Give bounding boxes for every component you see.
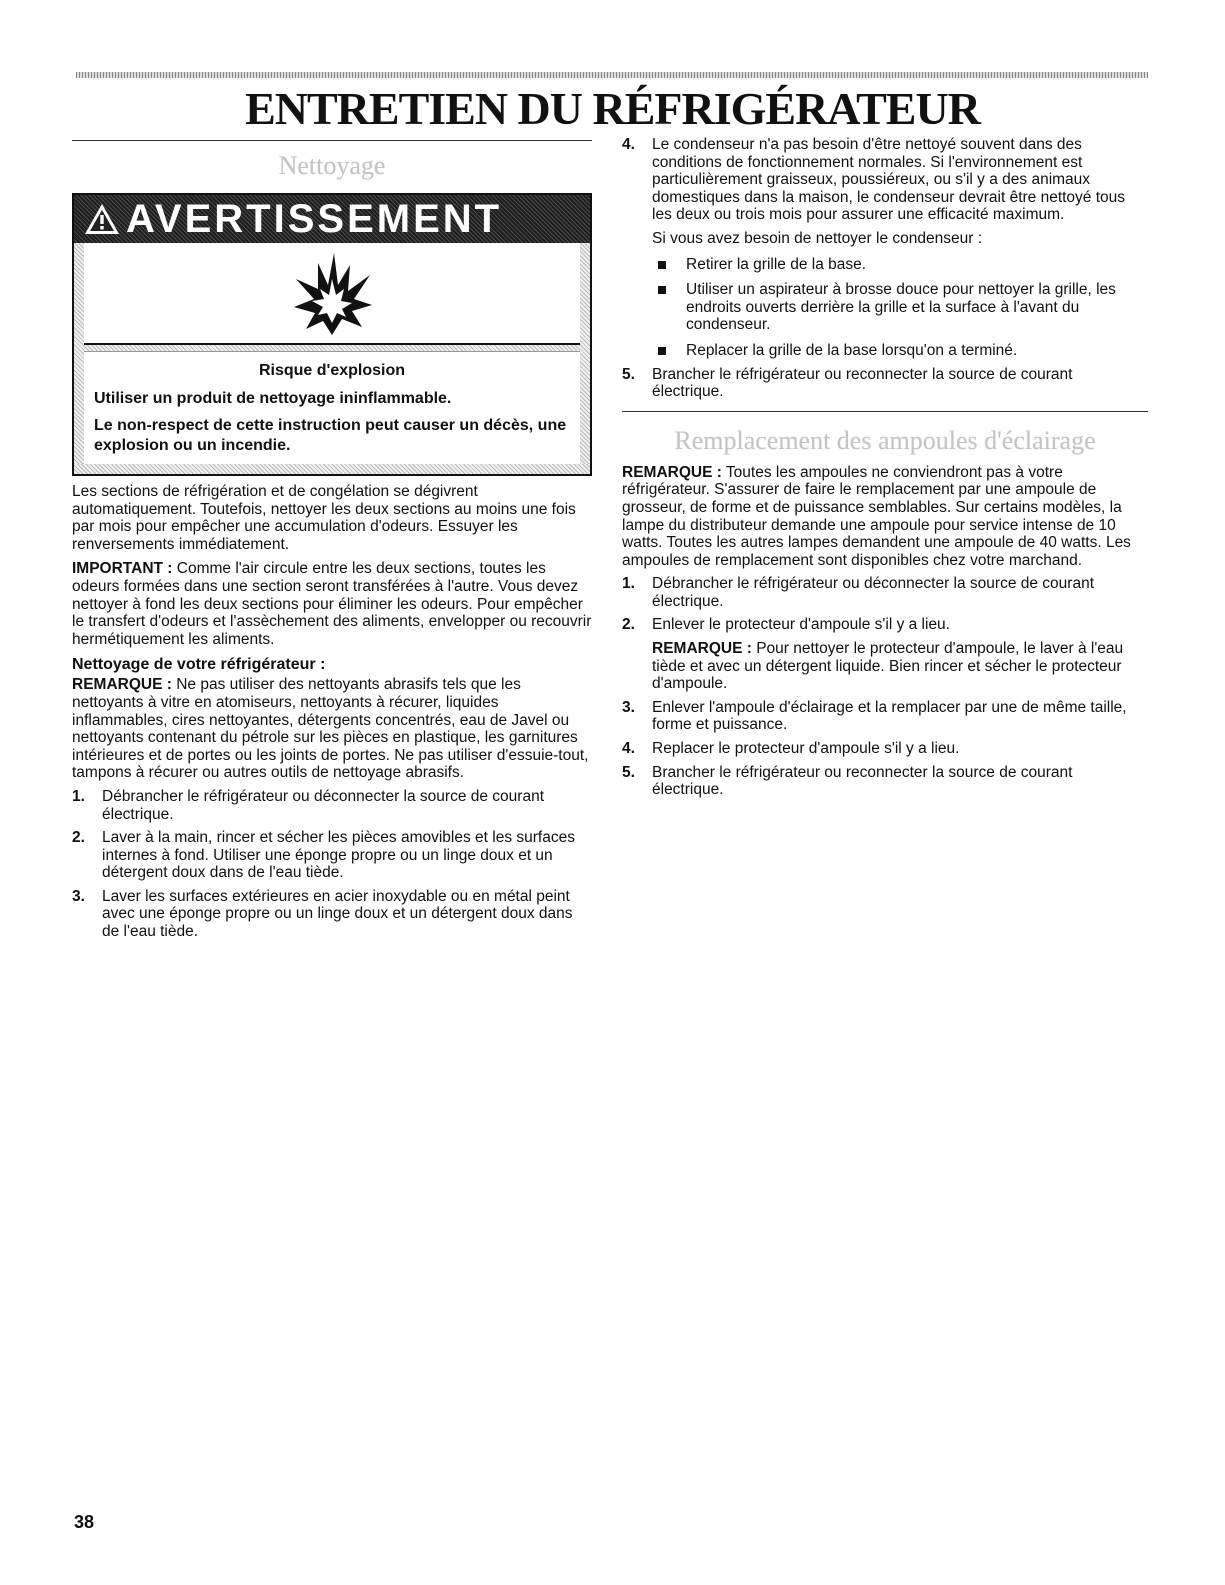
remarque-label: REMARQUE : <box>72 676 172 694</box>
bulb-remarque-paragraph <box>622 464 1148 570</box>
list-item <box>622 740 1148 758</box>
right-column <box>622 136 1148 799</box>
list-item <box>622 699 1148 734</box>
intro-paragraph: Les sections de réfrigération et de congélation se dégivrent automatiquement. Toutefois, nettoyer les deux sections au moins une fois par mois pour empêcher une accumulation d'odeurs. Essuyer les renversements immédiatement. <box>72 483 576 553</box>
page-number: 38 <box>74 1512 95 1532</box>
bulb-steps <box>622 575 1148 634</box>
warning-header <box>74 195 590 243</box>
step-number: 2. <box>622 616 635 634</box>
list-item <box>622 616 1148 634</box>
bullet-text: Replacer la grille de la base lorsqu'on a terminé. <box>686 341 1018 359</box>
section-rule <box>622 411 1148 412</box>
list-item <box>652 256 1148 274</box>
step-number: 1. <box>622 575 635 593</box>
section-rule <box>72 140 592 141</box>
step-number: 3. <box>72 887 85 905</box>
step-text: Enlever le protecteur d'ampoule s'il y a lieu. <box>652 616 950 634</box>
cleaning-steps <box>72 788 592 941</box>
bulb-steps-continued <box>622 699 1148 799</box>
list-item <box>72 788 592 823</box>
important-text: Comme l'air circule entre les deux sections, toutes les odeurs formées dans une section seront transférées à l'autre. Vous devez nettoyer à fond les deux sections pour éliminer les odeurs. Pour empêcher le transfert d'odeurs et l'assèchement des aliments, envelopper ou recouvrir hermétiquement les aliments. <box>72 560 592 648</box>
section-heading-nettoyage: Nettoyage <box>278 151 386 180</box>
warning-icon-area <box>84 243 580 345</box>
warning-footer <box>74 464 590 474</box>
remarque-text: Ne pas utiliser des nettoyants abrasifs tels que les nettoyants à vitre en atomiseurs, nettoyants à récurer, liquides inflammables, cires nettoyantes, détergents concentrés, eau de Javel ou nettoyants contenant du pétrole sur les pièces en plastique, les garnitures intérieures et de portes ou les joints de portes. Ne pas utiliser d'essuie-tout, tampons à récurer ou autres outils de nettoyage abrasifs. <box>72 676 589 782</box>
list-item <box>622 136 1148 224</box>
list-item <box>622 764 1148 799</box>
remarque-label: REMARQUE : <box>652 640 752 658</box>
step-text: Laver à la main, rincer et sécher les pièces amovibles et les surfaces internes à fond. Utiliser une éponge propre ou un linge doux et un détergent doux dans de l'eau tiède. <box>102 829 575 882</box>
remarque-text: Toutes les ampoules ne conviendront pas à votre réfrigérateur. S'assurer de faire le remplacement par une ampoule de grosseur, de forme et de puissance semblables. Sur certains modèles, la lampe du distributeur demande une ampoule pour service intense de 10 watts. Toutes les autres lampes demandent une ampoule de 40 watts. Les ampoules de remplacement sont disponibles chez votre marchand. <box>622 463 1131 569</box>
reconnect-step <box>622 366 1148 401</box>
step-text: Débrancher le réfrigérateur ou déconnecter la source de courant électrique. <box>102 787 545 823</box>
list-item <box>652 342 1148 360</box>
warning-text <box>84 352 580 464</box>
step-number: 4. <box>622 136 635 153</box>
top-rule <box>76 72 1148 78</box>
step-number: 5. <box>622 365 635 383</box>
left-column <box>72 140 592 941</box>
warning-stripe-right <box>580 243 590 464</box>
cleaning-subheading: Nettoyage de votre réfrigérateur : <box>72 656 326 674</box>
warning-body <box>74 243 590 464</box>
warning-title: AVERTISSEMENT <box>126 196 503 241</box>
remarque-label: REMARQUE : <box>622 463 722 481</box>
step-text: Brancher le réfrigérateur ou reconnecter la source de courant électrique. <box>652 763 1073 799</box>
condenser-step <box>622 136 1148 224</box>
condenser-subtext: Si vous avez besoin de nettoyer le condenseur : <box>652 229 983 247</box>
warning-stripe-left <box>74 243 84 464</box>
list-item <box>652 281 1148 334</box>
alert-triangle-icon <box>84 202 120 236</box>
remarque-paragraph <box>72 676 592 782</box>
bullet-square-icon <box>658 347 666 355</box>
warning-box <box>72 193 592 476</box>
condenser-bullets <box>652 256 1148 360</box>
page-title: ENTRETIEN DU RÉFRIGÉRATEUR <box>245 83 980 134</box>
important-paragraph <box>72 560 592 648</box>
important-label: IMPORTANT : <box>72 560 173 578</box>
bullet-text: Retirer la grille de la base. <box>686 255 867 273</box>
step-number: 3. <box>622 698 635 716</box>
step-text: Brancher le réfrigérateur ou reconnecter la source de courant électrique. <box>652 365 1073 401</box>
hazard-instruction: Utiliser un produit de nettoyage ininflammable. <box>94 390 452 407</box>
warning-inner <box>84 243 580 464</box>
step-text: Le condenseur n'a pas besoin d'être nettoyé souvent dans des conditions de fonctionnement normales. Si l'environnement est particulièrement graisseux, poussiéreux, ou s'il y a des animaux domestiques dans la maison, le condenseur devrait être nettoyé tous les deux ou trois mois pour assurer une efficacité maximum. <box>652 136 1126 224</box>
hazard-consequence: Le non-respect de cette instruction peut causer un décès, une explosion ou un incendie. <box>94 417 567 454</box>
step-number: 5. <box>622 763 635 781</box>
remarque-text: Pour nettoyer le protecteur d'ampoule, le laver à l'eau tiède et avec un détergent liquide. Bien rincer et sécher le protecteur d'ampoule. <box>652 640 1124 693</box>
warning-divider <box>84 345 580 352</box>
list-item <box>72 888 592 941</box>
step-text: Débrancher le réfrigérateur ou déconnecter la source de courant électrique. <box>652 575 1095 610</box>
step-text: Replacer le protecteur d'ampoule s'il y a lieu. <box>652 740 960 758</box>
bullet-text: Utiliser un aspirateur à brosse douce pour nettoyer la grille, les endroits ouverts derrière la grille et la surface à l'avant du condenseur. <box>686 281 1116 334</box>
step-number: 4. <box>622 740 635 758</box>
list-item <box>72 829 592 882</box>
list-item <box>622 366 1148 401</box>
list-item <box>622 575 1148 610</box>
section-heading-ampoules: Remplacement des ampoules d'éclairage <box>674 425 1096 455</box>
bullet-square-icon <box>658 261 666 269</box>
step-text: Enlever l'ampoule d'éclairage et la remplacer par une de même taille, forme et puissance. <box>652 698 1127 734</box>
hazard-title: Risque d'explosion <box>258 362 406 379</box>
explosion-icon <box>292 249 372 337</box>
step-text: Laver les surfaces extérieures en acier inoxydable ou en métal peint avec une éponge propre ou un linge doux et un détergent doux dans de l'eau tiède. <box>102 887 573 941</box>
step-number: 1. <box>72 787 85 805</box>
bullet-square-icon <box>658 286 666 294</box>
bulb-step2-remarque <box>652 640 1148 693</box>
step-number: 2. <box>72 829 85 847</box>
